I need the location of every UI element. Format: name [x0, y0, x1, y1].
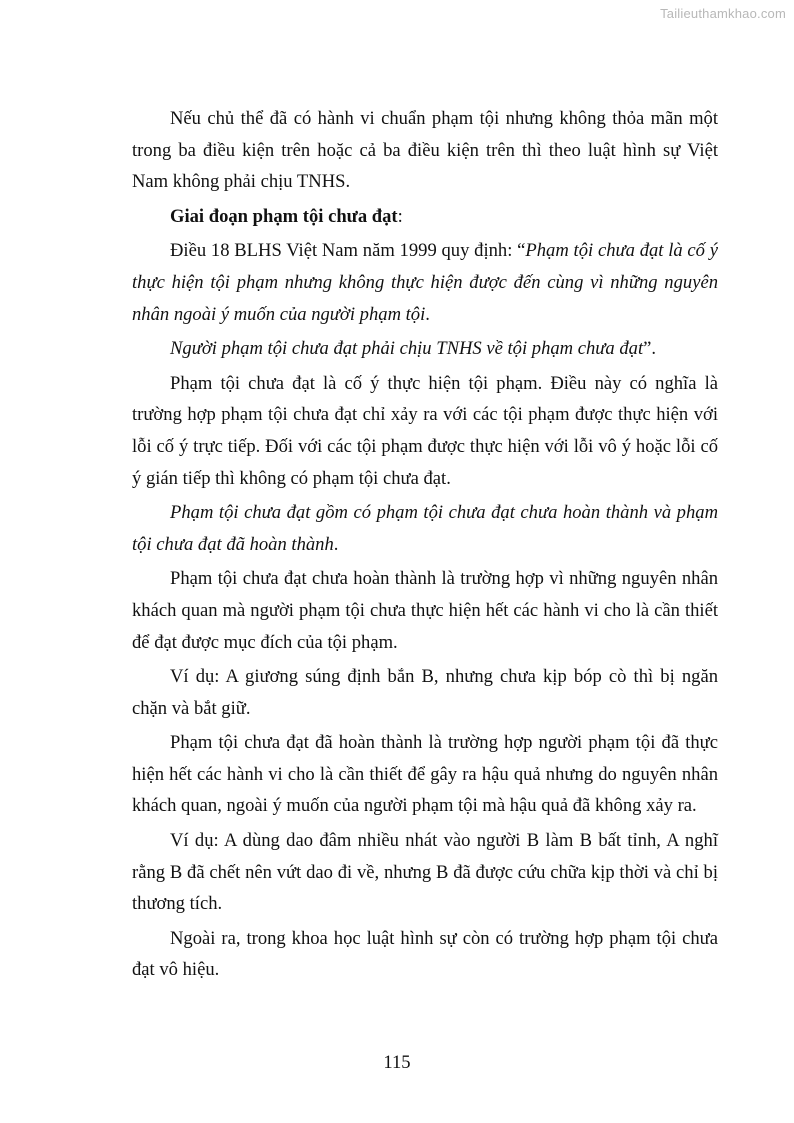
- paragraph-5: [132, 497, 718, 560]
- paragraph-1: Nếu chủ thể đã có hành vi chuẩn phạm tội nhưng không thỏa mãn một trong ba điều kiện trên hoặc cả ba điều kiện trên thì theo luật hình sự Việt Nam không phải chịu TNHS.: [132, 108, 718, 193]
- article-quote-1-end: .: [425, 303, 430, 325]
- article-quote-2-end: ”.: [643, 338, 657, 360]
- paragraph-5-italic: Phạm tội chưa đạt gồm có phạm tội chưa đạt chưa hoàn thành và phạm tội chưa đạt đã hoàn thành: [132, 502, 718, 555]
- paragraph-example-2: Ví dụ: A dùng dao đâm nhiều nhát vào người B làm B bất tỉnh, A nghĩ rằng B đã chết nên vứt dao đi về, nhưng B đã được cứu chữa kịp thời và chỉ bị thương tích.: [132, 830, 718, 915]
- paragraph-10: Ngoài ra, trong khoa học luật hình sự còn có trường hợp phạm tội chưa đạt vô hiệu.: [132, 927, 718, 981]
- document-body: [132, 103, 718, 986]
- section-heading: [132, 201, 718, 233]
- watermark: Tailieuthamkhao.com: [660, 6, 786, 21]
- paragraph-8: Phạm tội chưa đạt đã hoàn thành là trường hợp người phạm tội đã thực hiện hết các hành vi cho là cần thiết để gây ra hậu quả nhưng do nguyên nhân khách quan, ngoài ý muốn của người phạm tội mà hậu quả đã không xảy ra.: [132, 732, 718, 817]
- heading-text: Giai đoạn phạm tội chưa đạt: [170, 205, 398, 227]
- paragraph-4: Phạm tội chưa đạt là cố ý thực hiện tội phạm. Điều này có nghĩa là trường hợp phạm tội chưa đạt chỉ xảy ra với các tội phạm được thực hiện với lỗi cố ý trực tiếp. Đối với các tội phạm được thực hiện với lỗi vô ý hoặc lỗi cố ý gián tiếp thì không có phạm tội chưa đạt.: [132, 372, 718, 489]
- paragraph-example-1: Ví dụ: A giương súng định bắn B, nhưng chưa kịp bóp cò thì bị ngăn chặn và bắt giữ.: [132, 666, 718, 719]
- paragraph-article-18-cont: [132, 333, 718, 365]
- paragraph-5-end: .: [333, 533, 339, 555]
- paragraph-6: Phạm tội chưa đạt chưa hoàn thành là trường hợp vì những nguyên nhân khách quan mà người phạm tội chưa thực hiện hết các hành vi cho là cần thiết để đạt được mục đích của tội phạm.: [132, 568, 718, 653]
- heading-colon: :: [397, 205, 403, 227]
- article-quote-2: Người phạm tội chưa đạt phải chịu TNHS về tội phạm chưa đạt: [170, 338, 644, 360]
- page-number: 115: [383, 1052, 411, 1073]
- paragraph-article-18: [132, 235, 718, 330]
- article-intro: Điều 18 BLHS Việt Nam năm 1999 quy định: “: [170, 240, 526, 262]
- article-quote-1: Phạm tội chưa đạt là cố ý thực hiện tội phạm nhưng không thực hiện được đến cùng vì những nguyên nhân ngoài ý muốn của người phạm tội: [132, 240, 718, 325]
